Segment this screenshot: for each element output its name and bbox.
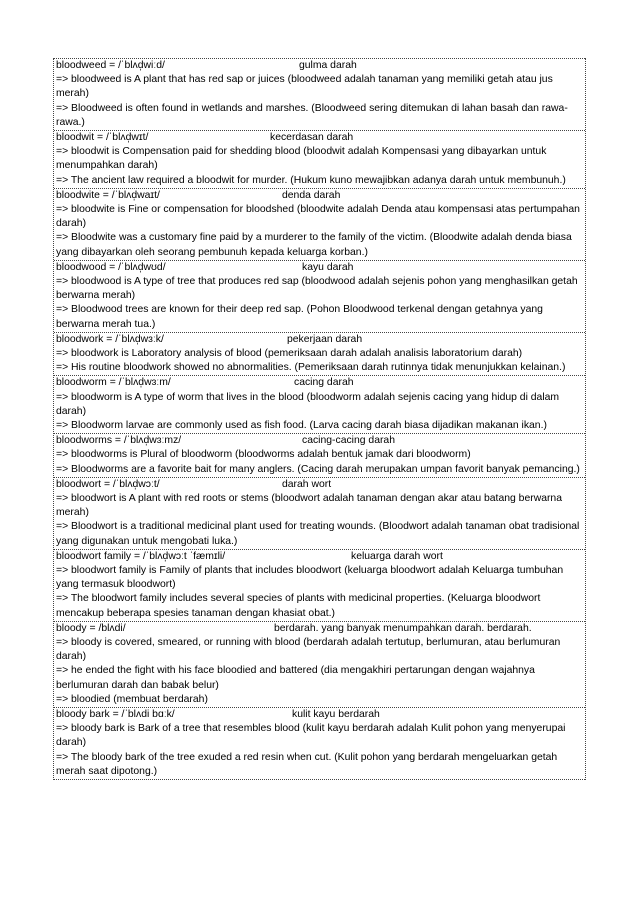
entry-example: => The bloody bark of the tree exuded a red resin when cut. (Kulit pohon yang berdarah mengeluarkan getah merah saat dipotong.): [56, 751, 558, 777]
dictionary-entry: [54, 58, 585, 130]
dictionary-entry: [54, 130, 585, 188]
entry-heading: [56, 261, 585, 275]
entry-term: bloody = /blʌdi/: [56, 622, 126, 634]
entry-term: bloodwort = /ˈblʌd̩wɔːt/: [56, 478, 160, 490]
entry-translation: denda darah: [282, 189, 341, 201]
entry-term: bloodwit = /ˈblʌd̩wɪt/: [56, 132, 149, 143]
entry-heading: [56, 434, 585, 448]
dictionary-entry: [54, 188, 585, 260]
entry-definition: => bloodworms is Plural of bloodworm (bloodworms adalah bentuk jamak dari bloodworm): [56, 449, 471, 461]
entry-example: => Bloodworms are a favorite bait for many anglers. (Cacing darah merupakan umpan favorit banyak pemancing.): [56, 463, 580, 475]
dictionary-entry: [54, 621, 585, 707]
entry-heading: [56, 550, 585, 564]
entry-term: bloodwite = /ˈblʌd̩waɪt/: [56, 189, 160, 201]
entry-translation: kecerdasan darah: [270, 132, 354, 143]
dictionary-entry: [54, 260, 585, 332]
dictionary-entry: [54, 707, 585, 780]
entry-term: bloodwort family = /ˈblʌd̩wɔːt ˈfæmɪli/: [56, 550, 226, 562]
entry-example: => Bloodwort is a traditional medicinal plant used for treating wounds. (Bloodwort adalah tanaman obat tradisional yang digunakan untuk mengobati luka.): [56, 521, 580, 547]
entry-translation: kulit kayu berdarah: [292, 708, 380, 720]
entry-example: => Bloodwood trees are known for their deep red sap. (Pohon Bloodwood terkenal dengan getahnya yang berwarna merah tua.): [56, 304, 543, 330]
dictionary-entry: [54, 549, 585, 621]
entry-translation: pekerjaan darah: [287, 333, 363, 345]
entry-translation: cacing darah: [294, 377, 354, 389]
entry-translation: gulma darah: [299, 60, 357, 71]
entry-definition: => bloodweed is A plant that has red sap or juices (bloodweed adalah tanaman yang memiliki getah atau jus merah): [56, 74, 553, 100]
dictionary-entry: [54, 477, 585, 549]
entry-heading: [56, 59, 585, 73]
entry-heading: [56, 478, 585, 492]
entry-heading: [56, 622, 585, 636]
entry-example: => Bloodwite was a customary fine paid by a murderer to the family of the victim. (Bloodwite adalah denda biasa yang dibayarkan oleh seorang pembunuh kepada keluarga korban.): [56, 232, 572, 258]
entry-heading: [56, 189, 585, 203]
entry-example: => bloodied (membuat berdarah): [56, 693, 208, 705]
dictionary-entry: [54, 332, 585, 376]
entry-example: => The ancient law required a bloodwit for murder. (Hukum kuno mewajibkan adanya darah untuk membunuh.): [56, 174, 566, 186]
entry-definition: => bloodworm is A type of worm that lives in the blood (bloodworm adalah sejenis cacing yang hidup di dalam darah): [56, 391, 560, 417]
entry-example: => Bloodweed is often found in wetlands and marshes. (Bloodweed sering ditemukan di lahan basah dan rawa-rawa.): [56, 102, 568, 128]
entry-definition: => bloody bark is Bark of a tree that resembles blood (kulit kayu berdarah adalah Kulit pohon yang menyerupai darah): [56, 723, 566, 749]
entry-definition: => bloodwood is A type of tree that produces red sap (bloodwood adalah sejenis pohon yang menghasilkan getah berwarna merah): [56, 275, 578, 302]
entry-translation: darah wort: [282, 478, 332, 490]
entry-heading: [56, 376, 585, 390]
entry-term: bloodwood = /ˈblʌd̩wʊd/: [56, 261, 166, 273]
entry-translation: kayu darah: [302, 261, 354, 273]
entry-translation: cacing-cacing darah: [302, 435, 395, 447]
entry-term: bloodweed = /ˈblʌd̩wiːd/: [56, 60, 165, 71]
entry-definition: => bloodwite is Fine or compensation for bloodshed (bloodwite adalah Denda atau kompensasi atas pertumpahan darah): [56, 203, 580, 230]
dictionary-sheet: [53, 58, 586, 780]
entry-translation: berdarah. yang banyak menumpahkan darah. berdarah.: [274, 622, 532, 634]
entry-example: => His routine bloodwork showed no abnormalities. (Pemeriksaan darah rutinnya tidak menunjukkan kelainan.): [56, 362, 566, 374]
entry-heading: [56, 333, 585, 347]
entry-translation: keluarga darah wort: [351, 550, 443, 562]
entry-term: bloodworm = /ˈblʌd̩wɜːm/: [56, 377, 171, 389]
dictionary-entry: [54, 375, 585, 433]
entry-definition: => bloodwort family is Family of plants that includes bloodwort (keluarga bloodwort adalah Keluarga tumbuhan yang termasuk bloodwort): [56, 564, 564, 591]
entry-example: => The bloodwort family includes several species of plants with medicinal properties. (Keluarga bloodwort mencakup beberapa spesies tanaman dengan khasiat obat.): [56, 593, 541, 619]
entry-term: bloody bark = /ˈblʌdi bɑːk/: [56, 708, 175, 720]
entry-heading: [56, 131, 585, 145]
entry-heading: [56, 708, 585, 722]
entry-example: => Bloodworm larvae are commonly used as fish food. (Larva cacing darah biasa dijadikan makanan ikan.): [56, 419, 547, 431]
entry-definition: => bloodwork is Laboratory analysis of blood (pemeriksaan darah adalah analisis laboratorium darah): [56, 347, 523, 359]
entry-term: bloodwork = /ˈblʌd̩wɜːk/: [56, 333, 164, 345]
entry-definition: => bloodwit is Compensation paid for shedding blood (bloodwit adalah Kompensasi yang dibayarkan untuk menumpahkan darah): [56, 146, 547, 172]
entry-example: => he ended the fight with his face bloodied and battered (dia mengakhiri pertarungan dengan wajahnya berlumuran darah dan babak belur): [56, 665, 535, 691]
entry-definition: => bloodwort is A plant with red roots or stems (bloodwort adalah tanaman dengan akar atau batang berwarna merah): [56, 492, 562, 519]
entry-term: bloodworms = /ˈblʌd̩wɜːmz/: [56, 435, 182, 447]
entry-definition: => bloody is covered, smeared, or running with blood (berdarah adalah tertutup, berlumuran, atau berlumuran darah): [56, 636, 561, 663]
dictionary-entry: [54, 433, 585, 477]
